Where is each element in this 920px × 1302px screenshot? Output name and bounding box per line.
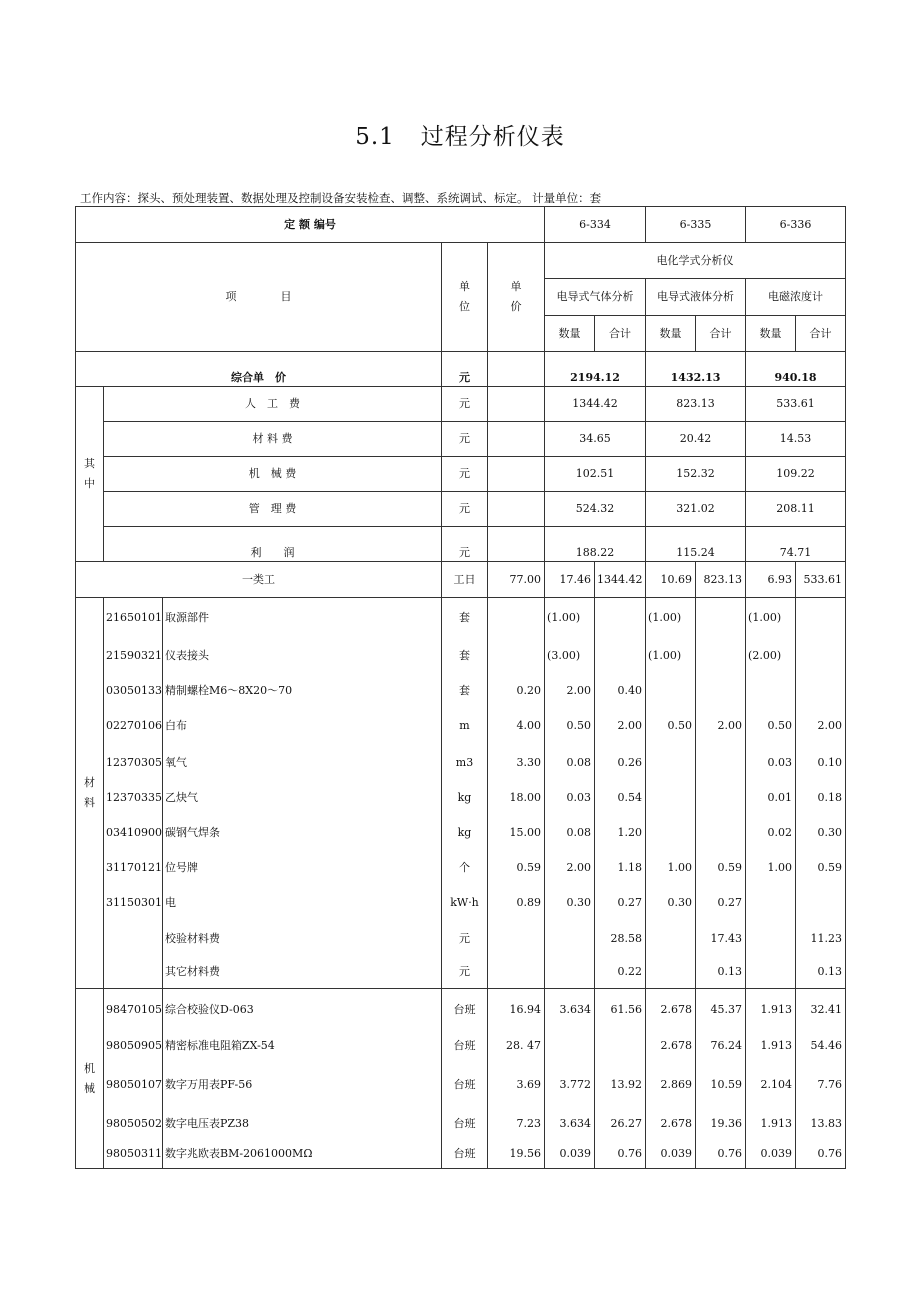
labor-cell: 1344.42 xyxy=(595,562,646,598)
cost-value: 102.51 xyxy=(545,457,646,492)
item-cell: (1.00) xyxy=(646,638,696,674)
machinery-section-label: 机械 xyxy=(76,989,104,1169)
item-cell xyxy=(696,745,746,782)
labor-cell: 6.93 xyxy=(746,562,796,598)
item-cell: 54.46 xyxy=(796,1031,846,1061)
item-name: 仪表接头 xyxy=(163,638,442,674)
item-unit: 元 xyxy=(442,956,488,989)
item-cell xyxy=(595,638,646,674)
cost-value: 321.02 xyxy=(646,492,746,527)
machinery-row xyxy=(76,989,846,1031)
cost-row xyxy=(76,492,846,527)
cost-value: 188.22 xyxy=(545,527,646,562)
subitem-name: 电导式气体分析 xyxy=(545,279,646,316)
item-cell: 2.00 xyxy=(696,708,746,745)
item-cell: 7.76 xyxy=(796,1061,846,1109)
item-code: 98050905 xyxy=(104,1031,163,1061)
labor-cell: 10.69 xyxy=(646,562,696,598)
item-name: 校验材料费 xyxy=(163,922,442,956)
labor-label: 一类工 xyxy=(76,562,442,598)
item-name: 白布 xyxy=(163,708,442,745)
item-cell: 2.869 xyxy=(646,1061,696,1109)
material-row xyxy=(76,922,846,956)
item-price: 7.23 xyxy=(488,1109,545,1139)
qty-header: 数量 xyxy=(746,316,796,352)
item-code: 21650101 xyxy=(104,598,163,638)
item-code xyxy=(104,922,163,956)
item-cell: 0.59 xyxy=(796,852,846,884)
item-price: 16.94 xyxy=(488,989,545,1031)
cost-price xyxy=(488,387,545,422)
item-cell: 45.37 xyxy=(696,989,746,1031)
cost-unit: 元 xyxy=(442,492,488,527)
summary-value: 1432.13 xyxy=(646,352,746,387)
material-row xyxy=(76,884,846,922)
item-cell: 2.00 xyxy=(796,708,846,745)
cost-label: 人 工 费 xyxy=(104,387,442,422)
item-name: 电 xyxy=(163,884,442,922)
item-cell: 0.13 xyxy=(696,956,746,989)
summary-unit: 元 xyxy=(442,352,488,387)
item-cell xyxy=(646,922,696,956)
cost-value: 74.71 xyxy=(746,527,846,562)
item-cell xyxy=(746,956,796,989)
item-price xyxy=(488,598,545,638)
item-unit: 套 xyxy=(442,598,488,638)
cost-label: 管 理 费 xyxy=(104,492,442,527)
item-cell xyxy=(595,1031,646,1061)
item-cell: 0.02 xyxy=(746,815,796,852)
item-unit: 个 xyxy=(442,852,488,884)
item-cell: 1.18 xyxy=(595,852,646,884)
item-cell xyxy=(796,598,846,638)
item-cell: 0.76 xyxy=(696,1139,746,1169)
qty-header: 数量 xyxy=(646,316,696,352)
item-name: 乙炔气 xyxy=(163,782,442,815)
item-cell: 0.50 xyxy=(746,708,796,745)
item-cell: 0.22 xyxy=(595,956,646,989)
item-unit: 套 xyxy=(442,638,488,674)
item-code: 98470105 xyxy=(104,989,163,1031)
cost-label: 机 械 费 xyxy=(104,457,442,492)
item-cell: 0.039 xyxy=(746,1139,796,1169)
item-cell: 26.27 xyxy=(595,1109,646,1139)
item-cell: 0.50 xyxy=(646,708,696,745)
item-cell: 17.43 xyxy=(696,922,746,956)
subitem-name: 电磁浓度计 xyxy=(746,279,846,316)
unit-header: 单位 xyxy=(442,243,488,352)
item-cell xyxy=(696,674,746,708)
item-cell: (2.00) xyxy=(746,638,796,674)
item-cell: 0.01 xyxy=(746,782,796,815)
item-cell xyxy=(646,956,696,989)
item-cell: 2.00 xyxy=(545,674,595,708)
section-number: 5.1 xyxy=(355,124,395,150)
summary-value: 940.18 xyxy=(746,352,846,387)
qty-header: 数量 xyxy=(545,316,595,352)
item-cell xyxy=(746,884,796,922)
item-price: 3.30 xyxy=(488,745,545,782)
item-code: 02270106 xyxy=(104,708,163,745)
material-row xyxy=(76,638,846,674)
item-cell: 32.41 xyxy=(796,989,846,1031)
cost-value: 524.32 xyxy=(545,492,646,527)
item-cell: 28.58 xyxy=(595,922,646,956)
item-name: 综合校验仪D-063 xyxy=(163,989,442,1031)
item-price: 0.59 xyxy=(488,852,545,884)
item-code: 21590321 xyxy=(104,638,163,674)
cost-price xyxy=(488,527,545,562)
section-title: 过程分析仪表 xyxy=(420,124,565,150)
item-cell: 61.56 xyxy=(595,989,646,1031)
material-row xyxy=(76,598,846,638)
item-cell: 2.00 xyxy=(595,708,646,745)
item-unit: kW·h xyxy=(442,884,488,922)
item-cell: 0.08 xyxy=(545,745,595,782)
item-cell xyxy=(646,815,696,852)
item-cell xyxy=(646,674,696,708)
machinery-row xyxy=(76,1061,846,1109)
item-cell: 1.20 xyxy=(595,815,646,852)
item-unit: 台班 xyxy=(442,1061,488,1109)
quota-code: 6-334 xyxy=(545,207,646,243)
cost-unit: 元 xyxy=(442,387,488,422)
item-cell xyxy=(696,638,746,674)
item-cell xyxy=(696,598,746,638)
item-cell xyxy=(746,922,796,956)
cost-value: 109.22 xyxy=(746,457,846,492)
item-cell xyxy=(545,1031,595,1061)
item-name: 数字兆欧表BM-2061000MΩ xyxy=(163,1139,442,1169)
item-unit: 套 xyxy=(442,674,488,708)
labor-unit: 工日 xyxy=(442,562,488,598)
item-cell: 0.10 xyxy=(796,745,846,782)
item-cell: 1.00 xyxy=(746,852,796,884)
item-name: 碳钢气焊条 xyxy=(163,815,442,852)
item-cell: 0.03 xyxy=(545,782,595,815)
item-unit: kg xyxy=(442,782,488,815)
item-name: 数字万用表PF-56 xyxy=(163,1061,442,1109)
machinery-row xyxy=(76,1139,846,1169)
materials-section-label: 材料 xyxy=(76,598,104,989)
item-cell xyxy=(646,745,696,782)
item-cell: 2.678 xyxy=(646,1109,696,1139)
item-cell xyxy=(646,782,696,815)
item-cell: (3.00) xyxy=(545,638,595,674)
item-cell: 0.08 xyxy=(545,815,595,852)
cost-row xyxy=(76,387,846,422)
item-price: 0.89 xyxy=(488,884,545,922)
item-unit: 台班 xyxy=(442,989,488,1031)
cost-row xyxy=(76,422,846,457)
cost-row xyxy=(76,457,846,492)
quota-number-label: 定 额 编号 xyxy=(76,207,545,243)
item-cell: 2.678 xyxy=(646,1031,696,1061)
item-price xyxy=(488,922,545,956)
item-code: 31150301 xyxy=(104,884,163,922)
item-price xyxy=(488,638,545,674)
quota-code: 6-336 xyxy=(746,207,846,243)
item-cell: 11.23 xyxy=(796,922,846,956)
item-cell xyxy=(796,638,846,674)
cost-value: 20.42 xyxy=(646,422,746,457)
item-unit: 台班 xyxy=(442,1031,488,1061)
of-which-label: 其中 xyxy=(76,387,104,562)
cost-value: 208.11 xyxy=(746,492,846,527)
item-cell: 19.36 xyxy=(696,1109,746,1139)
cost-row xyxy=(76,527,846,562)
cost-unit: 元 xyxy=(442,457,488,492)
item-price: 4.00 xyxy=(488,708,545,745)
material-row xyxy=(76,674,846,708)
item-code: 12370335 xyxy=(104,782,163,815)
item-price xyxy=(488,956,545,989)
item-cell: (1.00) xyxy=(746,598,796,638)
price-header: 单价 xyxy=(488,243,545,352)
cost-unit: 元 xyxy=(442,422,488,457)
item-code: 12370305 xyxy=(104,745,163,782)
group-name: 电化学式分析仪 xyxy=(545,243,846,279)
item-cell: 0.039 xyxy=(646,1139,696,1169)
material-row xyxy=(76,708,846,745)
material-row xyxy=(76,815,846,852)
item-name: 取源部件 xyxy=(163,598,442,638)
item-unit: kg xyxy=(442,815,488,852)
labor-cell: 823.13 xyxy=(696,562,746,598)
item-cell: 3.772 xyxy=(545,1061,595,1109)
cost-value: 1344.42 xyxy=(545,387,646,422)
material-row xyxy=(76,852,846,884)
item-code xyxy=(104,956,163,989)
item-name: 氧气 xyxy=(163,745,442,782)
item-cell: 13.83 xyxy=(796,1109,846,1139)
item-unit: 台班 xyxy=(442,1139,488,1169)
quota-table xyxy=(75,206,846,1169)
item-cell: 1.913 xyxy=(746,1109,796,1139)
item-code: 31170121 xyxy=(104,852,163,884)
item-cell: 2.00 xyxy=(545,852,595,884)
item-cell xyxy=(696,782,746,815)
item-cell xyxy=(545,922,595,956)
labor-price: 77.00 xyxy=(488,562,545,598)
item-price: 0.20 xyxy=(488,674,545,708)
quota-code: 6-335 xyxy=(646,207,746,243)
item-unit: 台班 xyxy=(442,1109,488,1139)
item-cell: 1.00 xyxy=(646,852,696,884)
item-name: 位号牌 xyxy=(163,852,442,884)
item-cell xyxy=(796,884,846,922)
cost-price xyxy=(488,457,545,492)
item-name: 精制螺栓M6～8X20～70 xyxy=(163,674,442,708)
cost-value: 34.65 xyxy=(545,422,646,457)
item-code: 03050133 xyxy=(104,674,163,708)
item-code: 98050502 xyxy=(104,1109,163,1139)
item-cell: 1.913 xyxy=(746,1031,796,1061)
item-price: 19.56 xyxy=(488,1139,545,1169)
item-cell xyxy=(746,674,796,708)
material-row xyxy=(76,782,846,815)
item-unit: m3 xyxy=(442,745,488,782)
total-header: 合计 xyxy=(796,316,846,352)
item-name: 精密标准电阻箱ZX-54 xyxy=(163,1031,442,1061)
work-content: 工作内容：探头、预处理装置、数据处理及控制设备安装检查、调整、系统调试、标定。 计量单位：套 xyxy=(80,191,602,205)
cost-value: 152.32 xyxy=(646,457,746,492)
cost-value: 115.24 xyxy=(646,527,746,562)
total-header: 合计 xyxy=(696,316,746,352)
item-cell: 0.26 xyxy=(595,745,646,782)
item-cell: 0.27 xyxy=(595,884,646,922)
summary-label: 综合单 价 xyxy=(76,352,442,387)
item-cell: 3.634 xyxy=(545,989,595,1031)
item-cell xyxy=(595,598,646,638)
total-header: 合计 xyxy=(595,316,646,352)
item-unit: 元 xyxy=(442,922,488,956)
item-cell: 0.59 xyxy=(696,852,746,884)
machinery-row xyxy=(76,1109,846,1139)
cost-value: 533.61 xyxy=(746,387,846,422)
item-cell: 2.678 xyxy=(646,989,696,1031)
item-cell: 3.634 xyxy=(545,1109,595,1139)
item-cell: 0.27 xyxy=(696,884,746,922)
item-cell: 0.13 xyxy=(796,956,846,989)
item-cell: 0.18 xyxy=(796,782,846,815)
item-cell: 10.59 xyxy=(696,1061,746,1109)
item-cell xyxy=(696,815,746,852)
item-code: 98050311 xyxy=(104,1139,163,1169)
item-price: 18.00 xyxy=(488,782,545,815)
item-cell: 2.104 xyxy=(746,1061,796,1109)
cost-price xyxy=(488,492,545,527)
summary-value: 2194.12 xyxy=(545,352,646,387)
item-unit: m xyxy=(442,708,488,745)
item-code: 03410900 xyxy=(104,815,163,852)
cost-price xyxy=(488,422,545,457)
item-name: 其它材料费 xyxy=(163,956,442,989)
cost-label: 利 润 xyxy=(104,527,442,562)
cost-value: 14.53 xyxy=(746,422,846,457)
item-cell: 0.30 xyxy=(796,815,846,852)
item-cell xyxy=(796,674,846,708)
item-cell: 0.30 xyxy=(545,884,595,922)
item-cell: 76.24 xyxy=(696,1031,746,1061)
labor-cell: 533.61 xyxy=(796,562,846,598)
material-row xyxy=(76,956,846,989)
item-cell: 0.03 xyxy=(746,745,796,782)
material-row xyxy=(76,745,846,782)
item-cell: 0.54 xyxy=(595,782,646,815)
labor-row xyxy=(76,562,846,598)
labor-cell: 17.46 xyxy=(545,562,595,598)
cost-unit: 元 xyxy=(442,527,488,562)
item-cell: 0.76 xyxy=(796,1139,846,1169)
item-price: 15.00 xyxy=(488,815,545,852)
item-cell: 0.76 xyxy=(595,1139,646,1169)
item-cell: (1.00) xyxy=(545,598,595,638)
item-price: 3.69 xyxy=(488,1061,545,1109)
cost-value: 823.13 xyxy=(646,387,746,422)
item-cell: 13.92 xyxy=(595,1061,646,1109)
item-code: 98050107 xyxy=(104,1061,163,1109)
item-cell xyxy=(545,956,595,989)
item-cell: 0.30 xyxy=(646,884,696,922)
item-cell: 0.039 xyxy=(545,1139,595,1169)
item-cell: 0.50 xyxy=(545,708,595,745)
item-price: 28. 47 xyxy=(488,1031,545,1061)
cost-label: 材 料 费 xyxy=(104,422,442,457)
page-title xyxy=(0,118,920,151)
machinery-row xyxy=(76,1031,846,1061)
item-name: 数字电压表PZ38 xyxy=(163,1109,442,1139)
item-cell: 0.40 xyxy=(595,674,646,708)
item-cell: 1.913 xyxy=(746,989,796,1031)
item-cell: (1.00) xyxy=(646,598,696,638)
subitem-name: 电导式液体分析 xyxy=(646,279,746,316)
item-header: 项 目 xyxy=(76,243,442,352)
